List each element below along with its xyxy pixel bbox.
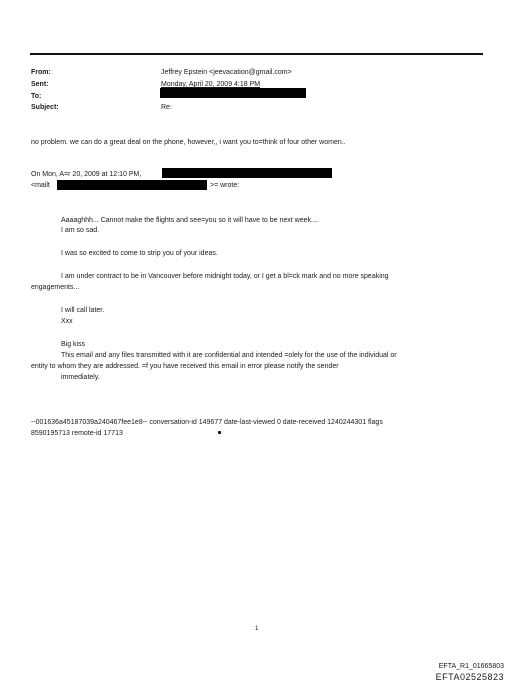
efta-id-1: EFTA_R1_01665803 xyxy=(438,663,504,670)
redaction-to xyxy=(160,88,306,98)
header-rule xyxy=(30,53,483,55)
quoted-p3a: I am under contract to be in Vancouver before midnight today, or I get a bl=ck mark and no more speaking xyxy=(61,273,389,280)
quoted-p2: I was so excited to come to strip you of your ideas. xyxy=(61,250,218,257)
sent-label: Sent: xyxy=(31,81,49,88)
from-label: From: xyxy=(31,69,51,76)
quoted-p5b: This email and any files transmitted with it are confidential and intended =olely for the use of the individual or xyxy=(61,352,397,359)
page-number: 1 xyxy=(255,626,259,632)
quote-line-1: On Mon, A=r 20, 2009 at 12:10 PM, xyxy=(31,171,142,178)
redaction-quote-1 xyxy=(162,168,332,178)
stray-dot xyxy=(218,431,221,434)
meta-line-2: 8590195713 remote-id 17713 xyxy=(31,430,123,437)
quoted-p1b: I am so sad. xyxy=(61,227,100,234)
quoted-p5c: entity to whom they are addressed. =f you have received this email in error please notify the sender xyxy=(31,363,339,370)
subject-label: Subject: xyxy=(31,104,59,111)
quote-line-2a: <mailt xyxy=(31,182,50,189)
to-label: To: xyxy=(31,93,42,100)
subject-value: Re: xyxy=(161,104,172,111)
quoted-p1a: Aaaaghhh... Cannot make the flights and see=you so it will have to be next week.... xyxy=(61,217,319,224)
redaction-quote-2 xyxy=(57,180,207,190)
quoted-p4a: I will call later. xyxy=(61,307,105,314)
sent-value: Monday, April 20, 2009 4:18 PM xyxy=(161,81,261,88)
quoted-p5a: Big kiss xyxy=(61,341,86,348)
reply-text: no problem. we can do a great deal on the phone, however,, i want you to=think of four other women.. xyxy=(31,139,346,146)
quote-line-2b: >= wrote: xyxy=(210,182,240,189)
meta-line-1: --001636a45187039a240467fee1e8-- conversation-id 149677 date-last-viewed 0 date-received 1240244301 flags xyxy=(31,419,383,426)
quoted-p5d: immediately. xyxy=(61,374,100,381)
from-value: Jeffrey Epstein <jeevacation@gmail.com> xyxy=(161,69,292,76)
efta-id-2: EFTA02525823 xyxy=(435,672,504,682)
quoted-p3b: engagements... xyxy=(31,284,80,291)
quoted-p4b: Xxx xyxy=(61,318,73,325)
